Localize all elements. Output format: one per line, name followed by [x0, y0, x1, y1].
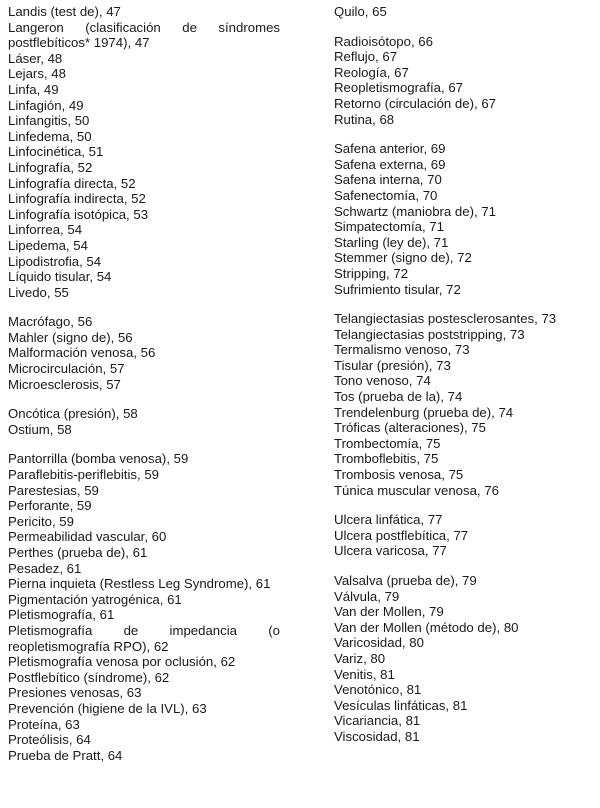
index-letter-group: [8, 451, 280, 763]
index-entry: Reología, 67: [334, 64, 409, 80]
index-entry: Ulcera postflebítica, 77: [334, 527, 469, 543]
index-entry: Simpatectomía, 71: [334, 219, 444, 235]
index-entry: Perforante, 59: [8, 498, 92, 514]
index-entry: Varicosidad, 80: [334, 635, 424, 651]
index-entry: Pletismografía venosa por oclusión, 62: [8, 654, 236, 670]
index-letter-group: [8, 406, 280, 437]
index-entry: Van der Mollen, 79: [334, 604, 444, 620]
index-entry: Láser, 48: [8, 50, 63, 66]
index-entry: Linfagión, 49: [8, 97, 84, 113]
index-entry: Permeabilidad vascular, 60: [8, 529, 167, 545]
index-entry: Tromboflebitis, 75: [334, 451, 439, 467]
index-entry: Rutina, 68: [334, 111, 395, 127]
index-entry: Malformación venosa, 56: [8, 345, 156, 361]
index-entry: Linforrea, 54: [8, 222, 83, 238]
index-column-left: [8, 4, 280, 777]
index-entry: Pletismografía, 61: [8, 607, 115, 623]
index-entry: Lejars, 48: [8, 66, 66, 82]
index-entry: Microcirculación, 57: [8, 361, 125, 377]
index-entry: Trombosis venosa, 75: [334, 467, 464, 483]
index-entry: Variz, 80: [334, 650, 386, 666]
index-entry: Mahler (signo de), 56: [8, 329, 133, 345]
index-entry: Starling (ley de), 71: [334, 234, 449, 250]
index-entry: Postflebítico (síndrome), 62: [8, 669, 170, 685]
index-entry: Landis (test de), 47: [8, 4, 121, 19]
index-entry: Vicariancia, 81: [334, 713, 421, 729]
index-entry: Prevención (higiene de la IVL), 63: [8, 700, 207, 716]
index-entry: Langeron (clasificación de síndromes postflebíticos* 1974), 47: [8, 19, 280, 51]
index-entry: Quilo, 65: [334, 4, 387, 19]
index-entry: Van der Mollen (método de), 80: [334, 619, 519, 635]
index-letter-group: [334, 573, 596, 745]
index-entry: Presiones venosas, 63: [8, 685, 142, 701]
index-entry: Pierna inquieta (Restless Leg Syndrome), 61: [8, 576, 271, 592]
index-entry: Pigmentación yatrogénica, 61: [8, 591, 182, 607]
index-entry: Túnica muscular venosa, 76: [334, 482, 499, 498]
index-entry: Ulcera varicosa, 77: [334, 543, 447, 559]
index-entry: Tróficas (alteraciones), 75: [334, 420, 486, 436]
index-entry: Pesadez, 61: [8, 560, 82, 576]
index-entry: Sufrimiento tisular, 72: [334, 281, 461, 297]
index-letter-group: [8, 314, 280, 392]
index-entry: Linfocinética, 51: [8, 144, 104, 160]
index-entry: Valsalva (prueba de), 79: [334, 573, 477, 588]
index-letter-group: [334, 34, 596, 128]
index-entry: Oncótica (presión), 58: [8, 406, 138, 422]
index-entry: Stripping, 72: [334, 265, 409, 281]
index-entry: Safenectomía, 70: [334, 187, 438, 203]
index-entry: Retorno (circulación de), 67: [334, 95, 496, 111]
index-column-right: [334, 4, 596, 759]
index-entry: Venitis, 81: [334, 666, 395, 682]
index-entry: Safena anterior, 69: [334, 141, 446, 157]
index-letter-group: [8, 4, 280, 300]
index-entry: Reopletismografía, 67: [334, 80, 464, 96]
index-entry: Stemmer (signo de), 72: [334, 250, 472, 266]
index-letter-group: [334, 311, 596, 498]
index-entry: Safena externa, 69: [334, 156, 446, 172]
index-entry: Trendelenburg (prueba de), 74: [334, 404, 514, 420]
index-entry: Proteólisis, 64: [8, 732, 91, 748]
index-entry: Trombectomía, 75: [334, 435, 441, 451]
index-entry: Linfografía, 52: [8, 159, 93, 175]
index-entry: Macrófago, 56: [8, 314, 93, 330]
index-entry: Linfografía isotópica, 53: [8, 206, 149, 222]
index-entry: Safena interna, 70: [334, 172, 442, 188]
index-entry: Pletismografía de impedancia (o reopletismografía RPO), 62: [8, 622, 280, 654]
index-entry: Ulcera linfática, 77: [334, 512, 443, 528]
index-entry: Proteína, 63: [8, 716, 80, 732]
index-entry: Pericito, 59: [8, 513, 74, 529]
index-entry: Linfografía directa, 52: [8, 175, 136, 191]
index-entry: Linfangitis, 50: [8, 113, 90, 129]
index-entry: Termalismo venoso, 73: [334, 342, 470, 358]
index-letter-group: [334, 512, 596, 559]
index-entry: Prueba de Pratt, 64: [8, 747, 123, 763]
index-entry: Linfedema, 50: [8, 128, 92, 144]
index-entry: Tisular (presión), 73: [334, 357, 451, 373]
index-entry: Paraflebitis-periflebitis, 59: [8, 467, 159, 483]
index-entry: Lipedema, 54: [8, 237, 88, 253]
index-entry: Schwartz (maniobra de), 71: [334, 203, 496, 219]
index-entry: Ostium, 58: [8, 421, 72, 437]
index-entry: Tono venoso, 74: [334, 373, 431, 389]
index-entry: Livedo, 55: [8, 284, 69, 300]
index-letter-group: [334, 141, 596, 297]
index-entry: Venotónico, 81: [334, 682, 422, 698]
index-entry: Pantorrilla (bomba venosa), 59: [8, 451, 189, 467]
index-entry: Telangiectasias postesclerosantes, 73: [334, 311, 557, 327]
index-letter-group: [334, 4, 596, 20]
index-entry: Telangiectasias poststripping, 73: [334, 326, 525, 342]
index-entry: Válvula, 79: [334, 588, 400, 604]
index-entry: Lipodistrofia, 54: [8, 253, 102, 269]
index-entry: Linfografía indirecta, 52: [8, 191, 146, 207]
index-entry: Tos (prueba de la), 74: [334, 389, 463, 405]
index-entry: Parestesias, 59: [8, 482, 99, 498]
index-entry: Vesículas linfáticas, 81: [334, 697, 468, 713]
index-entry: Líquido tisular, 54: [8, 269, 112, 285]
index-entry: Viscosidad, 81: [334, 728, 420, 744]
index-entry: Perthes (prueba de), 61: [8, 545, 148, 560]
index-entry: Linfa, 49: [8, 81, 59, 97]
index-entry: Radioisótopo, 66: [334, 33, 433, 49]
index-entry: Microesclerosis, 57: [8, 376, 121, 392]
index-entry: Reflujo, 67: [334, 49, 398, 65]
